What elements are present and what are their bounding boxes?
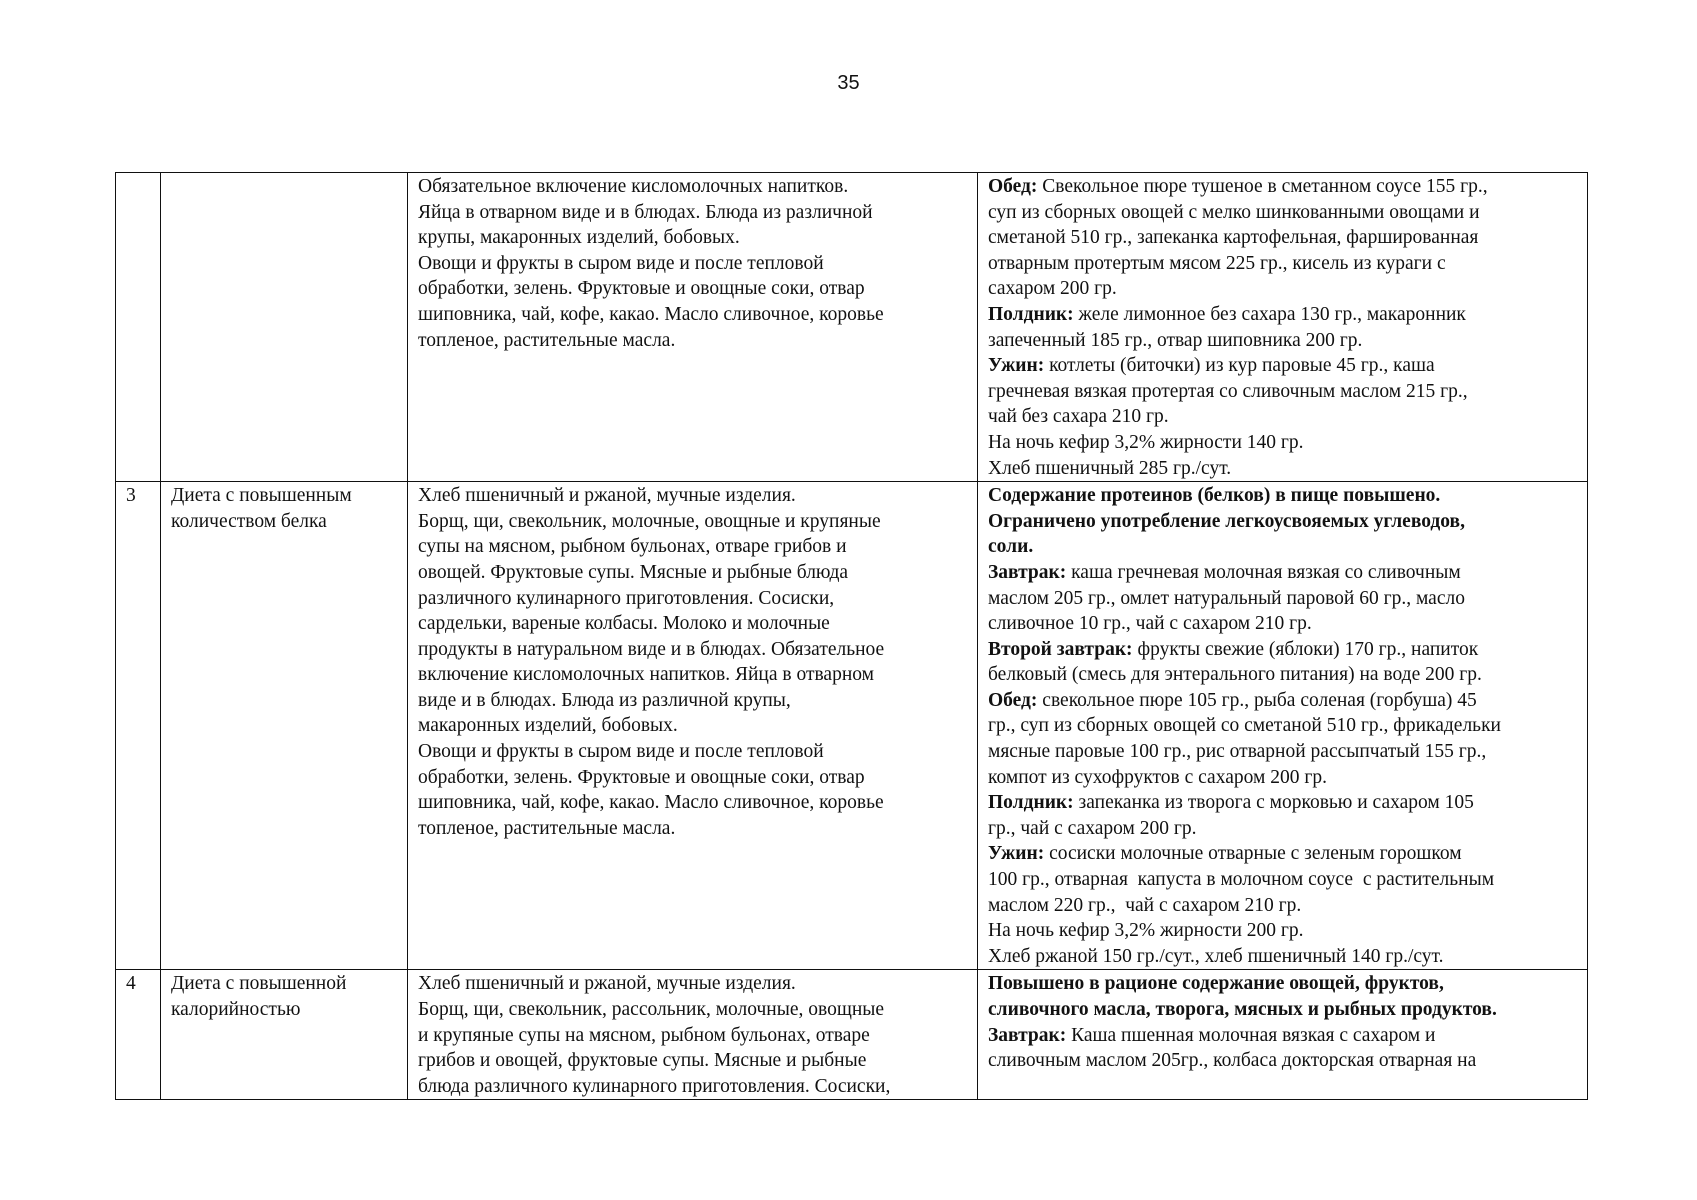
products-line: и крупяные супы на мясном, рыбном бульонах, отваре [418,1024,870,1046]
menu-line-text: гречневая вязкая протертая со сливочным маслом 215 гр., [988,380,1468,402]
menu-line-text: гр., чай с сахаром 200 гр. [988,817,1197,839]
diet-name-cell [161,173,408,482]
menu-line [988,944,1577,970]
menu-line-label: Ужин: [988,355,1045,377]
menu-line [988,225,1577,251]
diet-name-cell [161,970,408,1100]
menu-line-text: суп из сборных овощей с мелко шинкованными овощами и [988,201,1480,223]
row-number-cell: 3 [116,482,161,970]
allowed-products-cell [408,173,978,482]
menu-line-label: Полдник: [988,792,1074,814]
menu-line [988,174,1577,200]
menu-line [988,509,1577,535]
menu-line-text: фрукты свежие (яблоки) 170 гр., напиток [1132,638,1479,660]
products-line: топленое, растительные масла. [418,329,676,351]
menu-line-text: сахаром 200 гр. [988,278,1117,300]
menu-line-label: Повышено в рационе содержание овощей, фруктов, [988,973,1444,995]
sample-menu-cell [978,482,1588,970]
products-line: Овощи и фрукты в сыром виде и после тепловой [418,252,824,274]
table-row [116,173,1588,482]
diet-name-line: Диета с повышенной [171,973,347,995]
menu-line [988,662,1577,688]
menu-line [988,739,1577,765]
menu-line [988,276,1577,302]
page-number: 35 [837,72,860,94]
menu-line-label: Содержание протеинов (белков) в пище повышено. [988,485,1441,507]
allowed-products-cell [408,970,978,1100]
menu-line-text: котлеты (биточки) из кур паровые 45 гр., каша [1044,355,1435,377]
menu-line-text: 100 гр., отварная капуста в молочном соусе с растительным [988,869,1495,891]
menu-line [988,918,1577,944]
row-number-cell [116,173,161,482]
menu-line [988,971,1577,997]
menu-line-text: каша гречневая молочная вязкая со сливочным [1066,561,1461,583]
products-line: обработки, зелень. Фруктовые и овощные соки, отвар [418,278,865,300]
products-line: шиповника, чай, кофе, какао. Масло сливочное, коровье [418,792,884,814]
menu-line-label: соли. [988,536,1034,558]
menu-line-label: Завтрак: [988,1024,1067,1046]
menu-line-text: компот из сухофруктов с сахаром 200 гр. [988,766,1327,788]
products-line: Овощи и фрукты в сыром виде и после тепловой [418,741,824,763]
products-line: супы на мясном, рыбном бульонах, отваре грибов и [418,536,847,558]
menu-line-text: Хлеб ржаной 150 гр./сут., хлеб пшеничный 140 гр./сут. [988,945,1444,967]
products-line: овощей. Фруктовые супы. Мясные и рыбные блюда [418,561,849,583]
menu-line-label: Полдник: [988,303,1074,325]
menu-line [988,893,1577,919]
diet-table-body [116,173,1588,1100]
menu-line [988,997,1577,1023]
menu-line-text: сливочным маслом 205гр., колбаса докторская отварная на [988,1050,1477,1072]
menu-line [988,713,1577,739]
menu-line-label: Обед: [988,689,1038,711]
menu-line-text: На ночь кефир 3,2% жирности 200 гр. [988,920,1304,942]
products-line: продукты в натуральном виде и в блюдах. Обязательное [418,638,885,660]
menu-line-text: Свекольное пюре тушеное в сметанном соусе 155 гр., [1037,176,1488,197]
diet-name-line: калорийностью [171,999,301,1020]
menu-line-text: Каша пшенная молочная вязкая с сахаром и [1066,1024,1436,1046]
products-line: блюда различного кулинарного приготовления. Сосиски, [418,1075,891,1097]
products-line: крупы, макаронных изделий, бобовых. [418,227,740,249]
menu-line-text: запеченный 185 гр., отвар шиповника 200 гр. [988,329,1363,351]
menu-line-label: Завтрак: [988,561,1067,583]
products-line: шиповника, чай, кофе, какао. Масло сливочное, коровье [418,303,884,325]
menu-line [988,379,1577,405]
menu-line [988,611,1577,637]
sample-menu-cell [978,970,1588,1100]
menu-line [988,688,1577,714]
products-line: Борщ, щи, свекольник, рассольник, молочные, овощные [418,999,885,1020]
menu-line-label: Обед: [988,176,1038,197]
products-line: грибов и овощей, фруктовые супы. Мясные и рыбные [418,1050,867,1072]
menu-line-label: Ужин: [988,843,1045,865]
menu-line [988,586,1577,612]
menu-line-text: желе лимонное без сахара 130 гр., макаронник [1073,303,1466,325]
menu-line-text: запеканка из творога с морковью и сахаром 105 [1073,792,1474,814]
diet-table [115,172,1588,1100]
menu-line-text: белковый (смесь для энтерального питания) на воде 200 гр. [988,664,1482,686]
menu-line [988,816,1577,842]
menu-line [988,200,1577,226]
menu-line [988,251,1577,277]
menu-line [988,790,1577,816]
menu-line [988,1048,1577,1074]
products-line: различного кулинарного приготовления. Сосиски, [418,587,835,609]
menu-line [988,765,1577,791]
menu-line [988,328,1577,354]
menu-line [988,483,1577,509]
menu-line [988,430,1577,456]
products-line: Хлеб пшеничный и ржаной, мучные изделия. [418,973,796,995]
menu-line [988,456,1577,482]
menu-line-text: сосиски молочные отварные с зеленым горошком [1044,843,1462,865]
menu-line [988,841,1577,867]
menu-line [988,1023,1577,1049]
products-line: Хлеб пшеничный и ржаной, мучные изделия. [418,485,796,507]
diet-name-cell [161,482,408,970]
menu-line-text: свекольное пюре 105 гр., рыба соленая (горбуша) 45 [1037,689,1477,711]
menu-line-label: сливочного масла, творога, мясных и рыбных продуктов. [988,999,1497,1020]
products-line: Обязательное включение кисломолочных напитков. [418,176,849,197]
menu-line-text: чай без сахара 210 гр. [988,406,1169,428]
menu-line-text: маслом 220 гр., чай с сахаром 210 гр. [988,894,1302,916]
menu-line [988,534,1577,560]
allowed-products-cell [408,482,978,970]
menu-line [988,404,1577,430]
menu-line-text: мясные паровые 100 гр., рис отварной рассыпчатый 155 гр., [988,741,1487,763]
menu-line-text: сливочное 10 гр., чай с сахаром 210 гр. [988,613,1312,635]
menu-line-text: На ночь кефир 3,2% жирности 140 гр. [988,431,1304,453]
menu-line-text: Хлеб пшеничный 285 гр./сут. [988,457,1232,479]
menu-line [988,302,1577,328]
row-number-cell: 4 [116,970,161,1100]
menu-line-label: Ограничено употребление легкоусвояемых углеводов, [988,510,1465,532]
diet-name-line: количеством белка [171,510,327,532]
products-line: обработки, зелень. Фруктовые и овощные соки, отвар [418,766,865,788]
products-line: Яйца в отварном виде и в блюдах. Блюда из различной [418,201,873,223]
products-line: Борщ, щи, свекольник, молочные, овощные и крупяные [418,510,881,532]
products-line: сардельки, вареные колбасы. Молоко и молочные [418,613,830,635]
products-line: топленое, растительные масла. [418,817,676,839]
menu-line [988,637,1577,663]
menu-line [988,560,1577,586]
menu-line [988,353,1577,379]
menu-line-label: Второй завтрак: [988,638,1133,660]
menu-line-text: гр., суп из сборных овощей со сметаной 510 гр., фрикадельки [988,715,1501,737]
table-row [116,482,1588,970]
sample-menu-cell [978,173,1588,482]
products-line: включение кисломолочных напитков. Яйца в отварном [418,664,874,686]
diet-name-line: Диета с повышенным [171,485,352,507]
products-line: макаронных изделий, бобовых. [418,715,678,737]
menu-line [988,867,1577,893]
menu-line-text: сметаной 510 гр., запеканка картофельная, фаршированная [988,227,1479,249]
products-line: виде и в блюдах. Блюда из различной крупы, [418,689,791,711]
menu-line-text: маслом 205 гр., омлет натуральный паровой 60 гр., масло [988,587,1465,609]
table-row [116,970,1588,1100]
menu-line-text: отварным протертым мясом 225 гр., кисель из кураги с [988,252,1446,274]
